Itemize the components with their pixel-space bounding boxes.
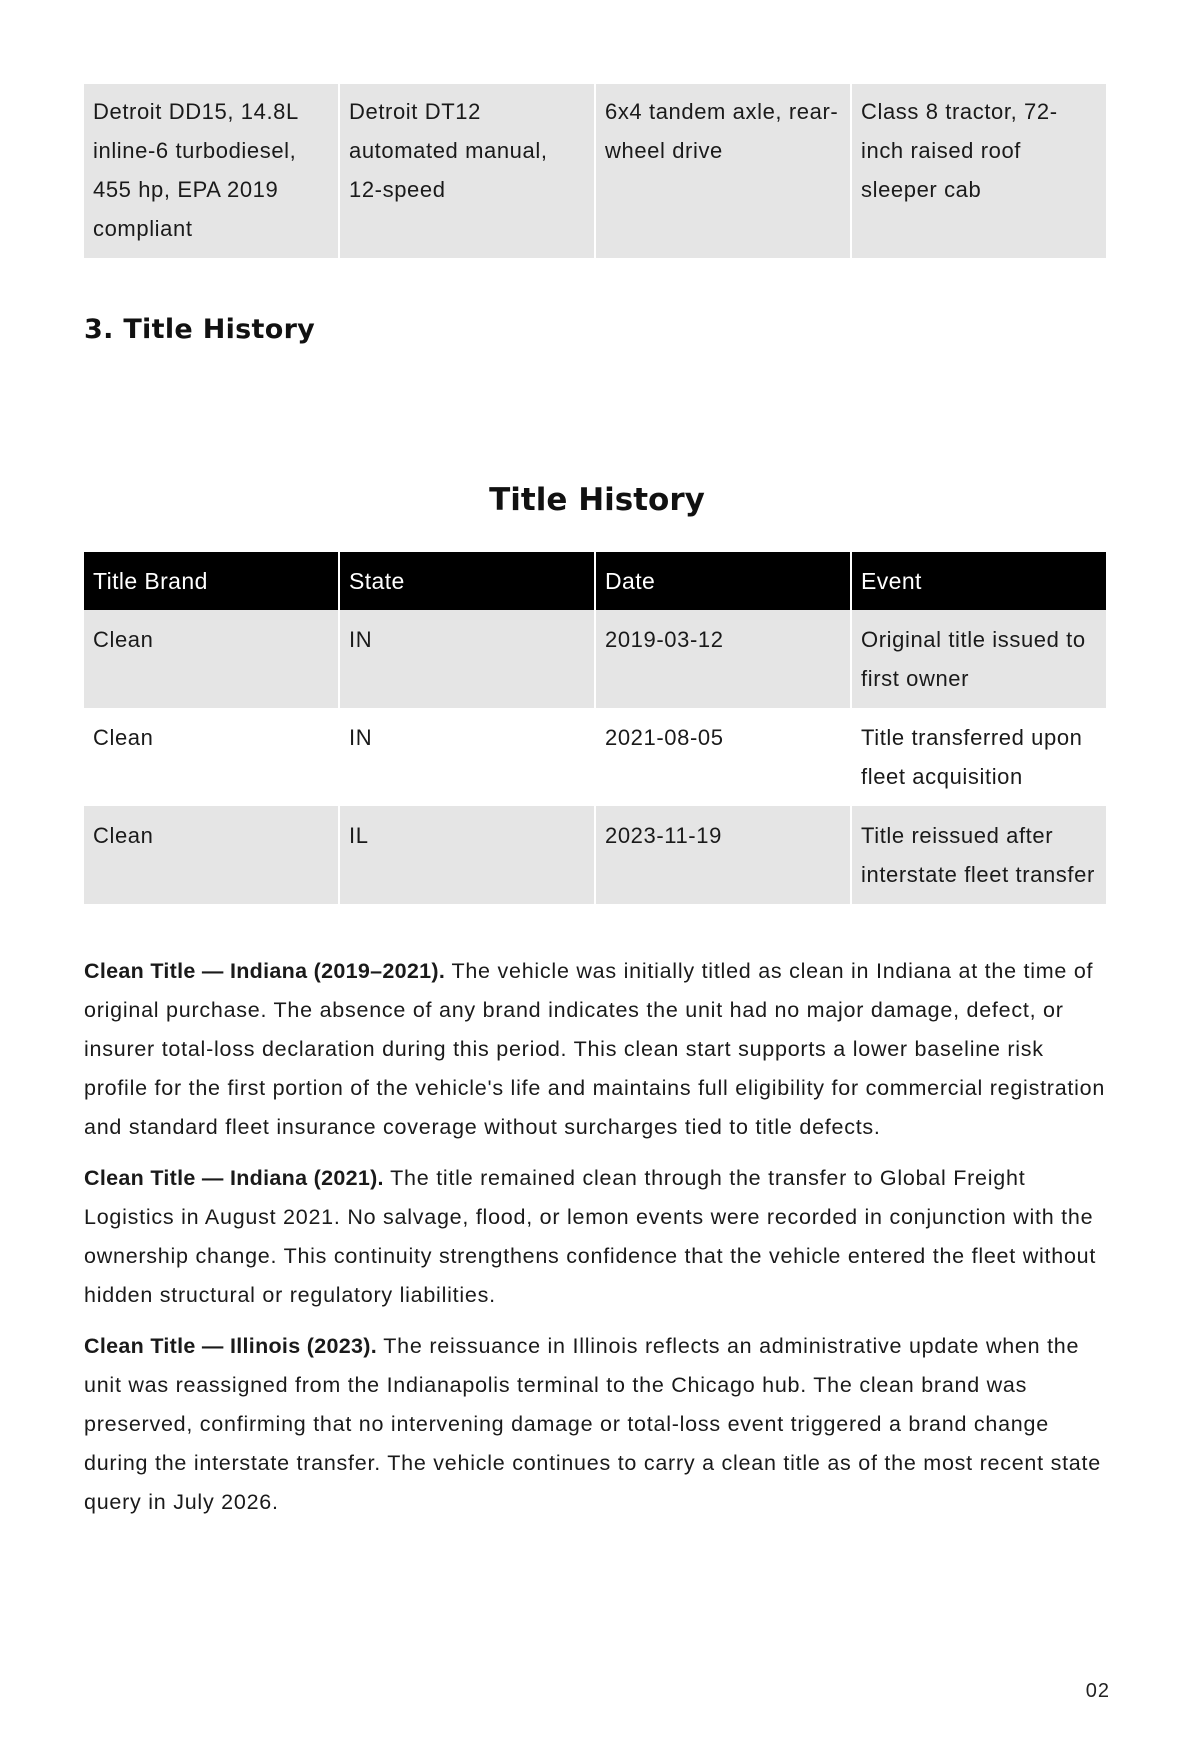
paragraph-lead: Clean Title — Indiana (2019–2021).	[84, 959, 446, 983]
title-history-table	[82, 552, 1108, 904]
page-number: 02	[1085, 1680, 1110, 1702]
cell-state: IL	[340, 806, 594, 904]
cell-title-brand: Clean	[84, 708, 338, 806]
cell-date: 2023-11-19	[596, 806, 850, 904]
spec-cell-body: Class 8 tractor, 72-inch raised roof sleeper cab	[852, 84, 1106, 258]
paragraph-text: The reissuance in Illinois reflects an administrative update when the unit was reassigned from the Indianapolis terminal to the Chicago hub. The clean brand was preserved, confirming that no intervening damage or total-loss event triggered a brand change during the interstate transfer. The vehicle continues to carry a clean title as of the most recent state query in July 2026.	[84, 1334, 1101, 1514]
cell-date: 2021-08-05	[596, 708, 850, 806]
table-title: Title History	[489, 482, 705, 518]
cell-event: Title transferred upon fleet acquisition	[852, 708, 1106, 806]
table-row	[84, 708, 1106, 806]
spec-cell-transmission: Detroit DT12 automated manual, 12-speed	[340, 84, 594, 258]
narrative-section	[84, 952, 1110, 1522]
paragraph-illinois-2023	[84, 1327, 1110, 1522]
paragraph-lead: Clean Title — Indiana (2021).	[84, 1166, 384, 1190]
paragraph-indiana-2021	[84, 1159, 1110, 1315]
cell-date: 2019-03-12	[596, 610, 850, 708]
cell-state: IN	[340, 708, 594, 806]
paragraph-text: The title remained clean through the transfer to Global Freight Logistics in August 2021. No salvage, flood, or lemon events were recorded in conjunction with the ownership change. This continuity strengthens confidence that the vehicle entered the fleet without hidden structural or regulatory liabilities.	[84, 1166, 1097, 1307]
paragraph-text: The vehicle was initially titled as clean in Indiana at the time of original purchase. The absence of any brand indicates the unit had no major damage, defect, or insurer total-loss declaration during this period. This clean start supports a lower baseline risk profile for the first portion of the vehicle's life and maintains full eligibility for commercial registration and standard fleet insurance coverage without surcharges tied to title defects.	[84, 959, 1106, 1139]
paragraph-lead: Clean Title — Illinois (2023).	[84, 1334, 377, 1358]
table-row	[84, 806, 1106, 904]
section-heading: 3. Title History	[84, 314, 316, 345]
cell-title-brand: Clean	[84, 806, 338, 904]
spec-table-row	[84, 84, 1106, 258]
document-page	[84, 84, 1110, 1534]
header-title-brand: Title Brand	[84, 552, 338, 610]
cell-event: Original title issued to first owner	[852, 610, 1106, 708]
paragraph-indiana-2019	[84, 952, 1110, 1147]
header-state: State	[340, 552, 594, 610]
cell-state: IN	[340, 610, 594, 708]
table-row	[84, 610, 1106, 708]
cell-title-brand: Clean	[84, 610, 338, 708]
header-date: Date	[596, 552, 850, 610]
header-event: Event	[852, 552, 1106, 610]
spec-cell-drivetrain: 6x4 tandem axle, rear-wheel drive	[596, 84, 850, 258]
cell-event: Title reissued after interstate fleet transfer	[852, 806, 1106, 904]
table-header-row	[84, 552, 1106, 610]
spec-table-continued	[82, 84, 1108, 258]
spec-cell-engine: Detroit DD15, 14.8L inline-6 turbodiesel, 455 hp, EPA 2019 compliant	[84, 84, 338, 258]
